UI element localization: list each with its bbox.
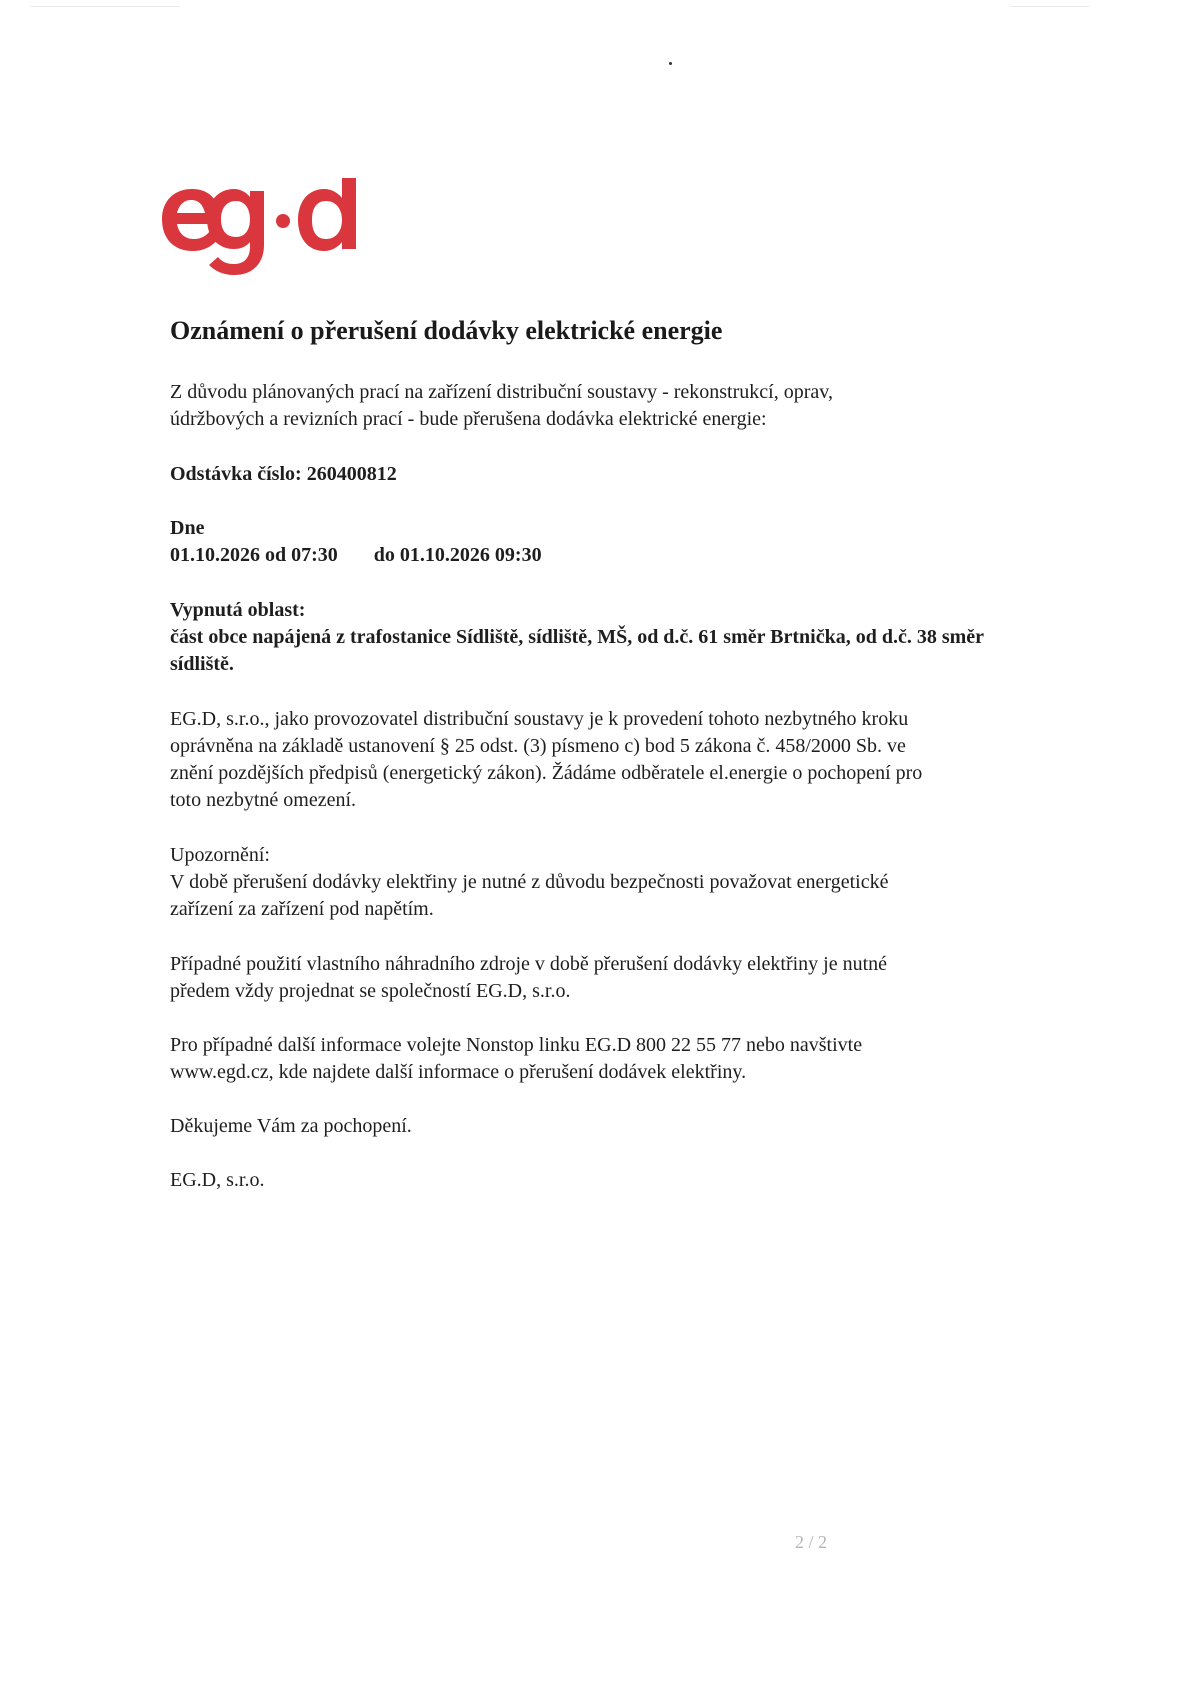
info-line: Pro případné další informace volejte Nonstop linku EG.D 800 22 55 77 nebo navštivte bbox=[170, 1034, 863, 1056]
info-paragraph bbox=[170, 1032, 1120, 1086]
backup-line: předem vždy projednat se společností EG.D, s.r.o. bbox=[170, 980, 571, 1002]
outage-number bbox=[170, 461, 1120, 488]
scan-artifact bbox=[30, 6, 180, 7]
date-label: Dne bbox=[170, 517, 205, 539]
legal-paragraph bbox=[170, 706, 1120, 814]
date-to: do 01.10.2026 09:30 bbox=[373, 544, 542, 566]
area-line: část obce napájená z trafostanice Sídliště, sídliště, MŠ, od d.č. 61 směr Brtnička, od d.č. 38 směr bbox=[170, 626, 985, 648]
outage-date bbox=[170, 515, 1120, 569]
legal-line: toto nezbytné omezení. bbox=[170, 789, 357, 811]
signature-text: EG.D, s.r.o. bbox=[170, 1169, 265, 1191]
warning-label: Upozornění: bbox=[170, 844, 270, 866]
legal-line: znění pozdějších předpisů (energetický zákon). Žádáme odběratele el.energie o pochopení pro bbox=[170, 762, 923, 784]
outage-label: Odstávka číslo: bbox=[170, 463, 302, 485]
info-line: www.egd.cz, kde najdete další informace o přerušení dodávek elektřiny. bbox=[170, 1061, 747, 1083]
date-from: 01.10.2026 od 07:30 bbox=[170, 544, 338, 566]
intro-line: údržbových a revizních prací - bude přerušena dodávka elektrické energie: bbox=[170, 408, 767, 430]
intro-line: Z důvodu plánovaných prací na zařízení distribuční soustavy - rekonstrukcí, oprav, bbox=[170, 381, 833, 403]
warning-line: zařízení za zařízení pod napětím. bbox=[170, 898, 434, 920]
warning-line: V době přerušení dodávky elektřiny je nutné z důvodu bezpečnosti považovat energetické bbox=[170, 871, 889, 893]
thanks-text: Děkujeme Vám za pochopení. bbox=[170, 1115, 412, 1137]
outage-area bbox=[170, 597, 1120, 678]
outage-value: 260400812 bbox=[306, 463, 397, 485]
backup-paragraph bbox=[170, 951, 1120, 1005]
scan-speck bbox=[669, 62, 672, 65]
intro-paragraph bbox=[170, 379, 1120, 433]
legal-line: EG.D, s.r.o., jako provozovatel distribuční soustavy je k provedení tohoto nezbytného kroku bbox=[170, 708, 909, 730]
page-number: 2 / 2 bbox=[795, 1532, 828, 1552]
scan-artifact bbox=[1010, 6, 1090, 7]
page-title: Oznámení o přerušení dodávky elektrické energie bbox=[170, 316, 723, 345]
warning-paragraph bbox=[170, 842, 1120, 923]
backup-line: Případné použití vlastního náhradního zdroje v době přerušení dodávky elektřiny je nutné bbox=[170, 953, 888, 975]
signature bbox=[170, 1167, 1120, 1194]
legal-line: oprávněna na základě ustanovení § 25 odst. (3) písmeno c) bod 5 zákona č. 458/2000 Sb. ve bbox=[170, 735, 906, 757]
thanks-paragraph bbox=[170, 1113, 1120, 1140]
area-line: sídliště. bbox=[170, 653, 234, 675]
area-label: Vypnutá oblast: bbox=[170, 599, 306, 621]
egd-logo bbox=[158, 178, 368, 278]
